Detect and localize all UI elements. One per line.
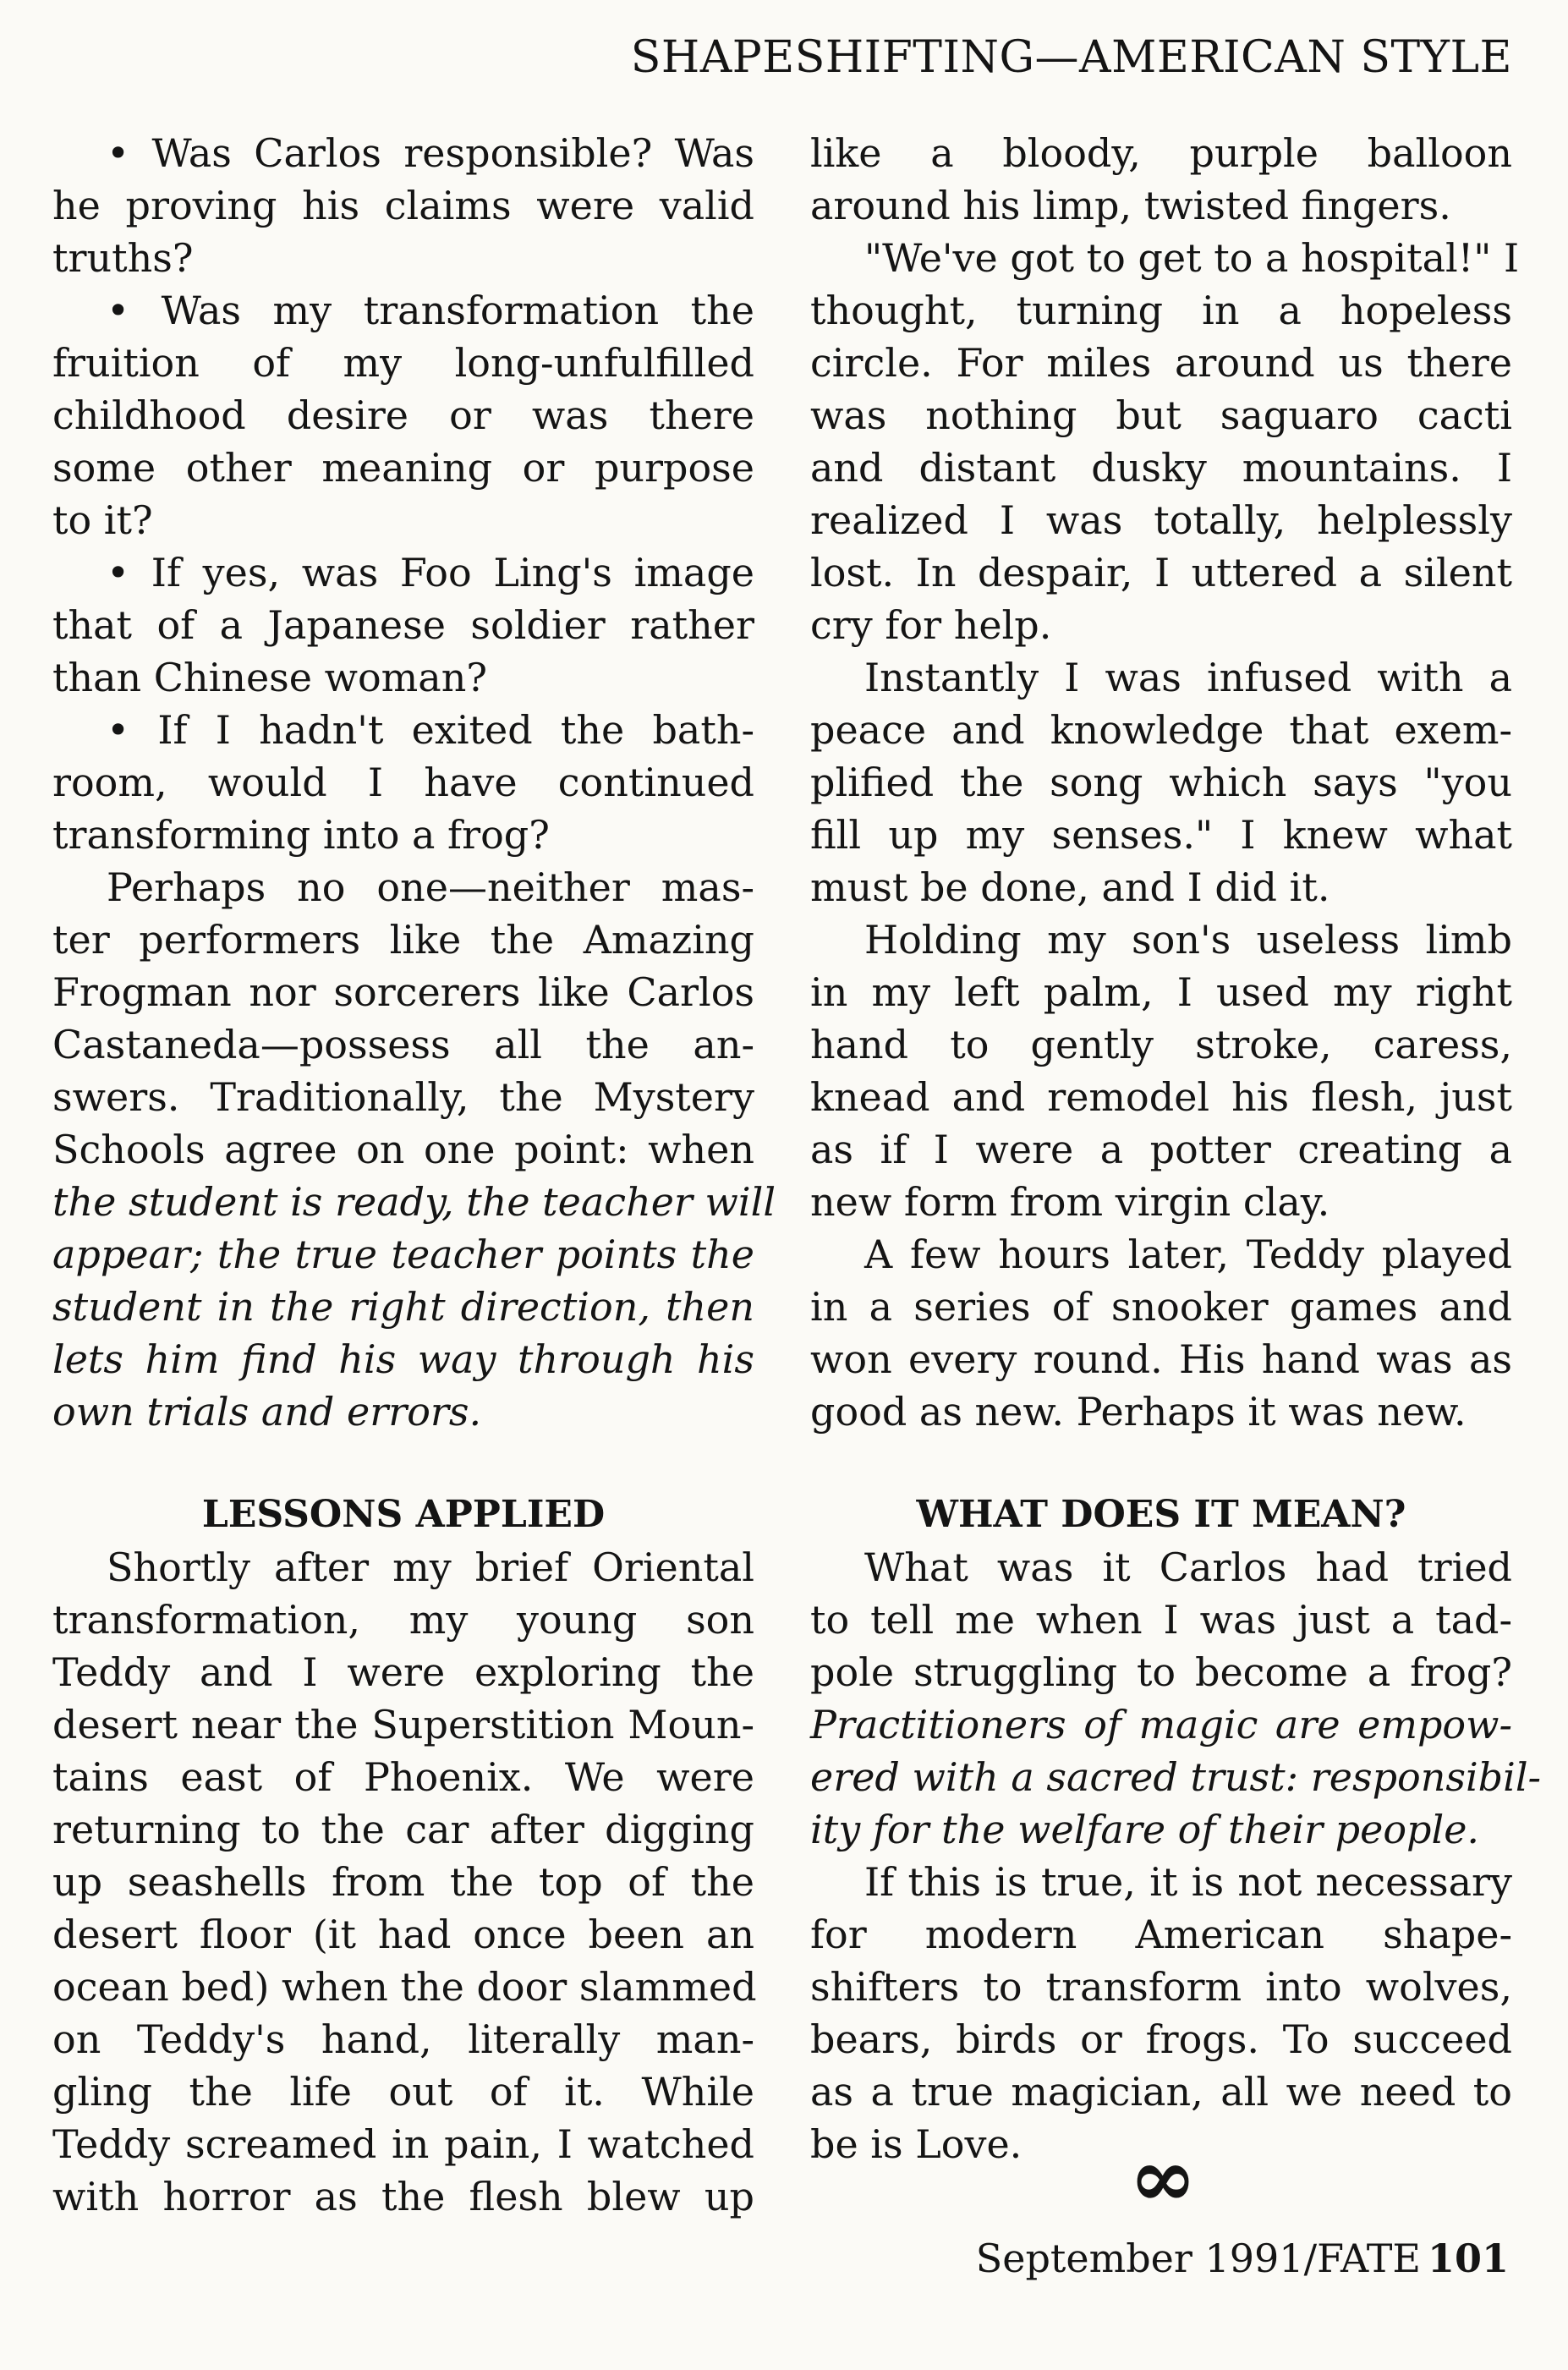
text-line: good as new. Perhaps it was new. bbox=[810, 1389, 1467, 1435]
text-line: • If I hadn't exited the bath- bbox=[107, 707, 754, 753]
text-line: transformation, my young son bbox=[52, 1597, 754, 1643]
section-spacer bbox=[52, 1438, 754, 1489]
text-line: A few hours later, Teddy played bbox=[864, 1232, 1512, 1277]
text-line: and distant dusky mountains. I bbox=[810, 445, 1512, 491]
text-line: student in the right direction, then bbox=[52, 1284, 754, 1330]
text-line: up seashells from the top of the bbox=[52, 1859, 754, 1905]
text-line: to it? bbox=[52, 497, 153, 543]
text-line: ocean bed) when the door slammed bbox=[52, 1964, 757, 2010]
running-head: SHAPESHIFTING—AMERICAN STYLE bbox=[630, 32, 1512, 83]
text-line: ter performers like the Amazing bbox=[52, 917, 754, 963]
text-line: Schools agree on one point: when bbox=[52, 1127, 754, 1172]
infinity-end-mark-icon: ∞ bbox=[1129, 2130, 1197, 2225]
text-line: cry for help. bbox=[810, 602, 1052, 648]
text-line: as a true magician, all we need to bbox=[810, 2069, 1512, 2115]
text-line: Holding my son's useless limb bbox=[864, 917, 1512, 963]
text-line: desert floor (it had once been an bbox=[52, 1912, 754, 1957]
text-line: "We've got to get to a hospital!" I bbox=[864, 235, 1520, 281]
text-line: transforming into a frog? bbox=[52, 812, 550, 858]
text-line: Frogman nor sorcerers like Carlos bbox=[52, 969, 754, 1015]
text-line: Practitioners of magic are empow- bbox=[810, 1702, 1512, 1747]
text-line: Instantly I was infused with a bbox=[864, 655, 1512, 700]
text-line: • If yes, was Foo Ling's image bbox=[107, 550, 754, 595]
text-line: for modern American shape- bbox=[810, 1912, 1512, 1957]
text-line: If this is true, it is not necessary bbox=[864, 1859, 1512, 1905]
text-line: fill up my senses." I knew what bbox=[810, 812, 1512, 858]
text-line: some other meaning or purpose bbox=[52, 445, 754, 491]
right-column bbox=[810, 127, 1542, 2170]
text-line: truths? bbox=[52, 235, 194, 281]
text-line: bears, birds or frogs. To succeed bbox=[810, 2016, 1512, 2062]
text-line: • Was Carlos responsible? Was bbox=[107, 130, 754, 176]
text-line: Castaneda—possess all the an- bbox=[52, 1022, 754, 1067]
text-line: appear; the true teacher points the bbox=[52, 1232, 754, 1277]
text-line: be is Love. bbox=[810, 2121, 1022, 2167]
text-line: than Chinese woman? bbox=[52, 655, 488, 700]
text-line: pole struggling to become a frog? bbox=[810, 1649, 1512, 1695]
text-line: like a bloody, purple balloon bbox=[810, 130, 1512, 176]
text-line: as if I were a potter creating a bbox=[810, 1127, 1512, 1172]
text-line: shifters to transform into wolves, bbox=[810, 1964, 1512, 2010]
text-line: on Teddy's hand, literally man- bbox=[52, 2016, 754, 2062]
text-line: peace and knowledge that exem- bbox=[810, 707, 1512, 753]
text-line: thought, turning in a hopeless bbox=[810, 288, 1512, 333]
text-line: with horror as the flesh blew up bbox=[52, 2174, 754, 2219]
text-line: that of a Japanese soldier rather bbox=[52, 602, 754, 648]
text-line: Teddy screamed in pain, I watched bbox=[52, 2121, 754, 2167]
text-line: returning to the car after digging bbox=[52, 1807, 754, 1852]
text-line: circle. For miles around us there bbox=[810, 340, 1512, 386]
text-line: own trials and errors. bbox=[52, 1389, 482, 1435]
section-heading: WHAT DOES IT MEAN? bbox=[916, 1493, 1406, 1536]
text-line: in my left palm, I used my right bbox=[810, 969, 1512, 1015]
text-line: new form from virgin clay. bbox=[810, 1179, 1330, 1225]
text-line: lets him find his way through his bbox=[52, 1336, 754, 1382]
text-line: around his limp, twisted fingers. bbox=[810, 183, 1451, 228]
text-line: was nothing but saguaro cacti bbox=[810, 392, 1512, 438]
text-line: knead and remodel his flesh, just bbox=[810, 1074, 1512, 1120]
text-line: fruition of my long-unfulfilled bbox=[52, 340, 754, 386]
text-line: tains east of Phoenix. We were bbox=[52, 1754, 754, 1800]
text-line: room, would I have continued bbox=[52, 760, 754, 805]
text-line: ered with a sacred trust: responsibil- bbox=[810, 1754, 1542, 1800]
text-line: he proving his claims were valid bbox=[52, 183, 754, 228]
section-spacer bbox=[810, 1438, 1512, 1489]
text-line: Teddy and I were exploring the bbox=[52, 1649, 754, 1695]
text-line: plified the song which says "you bbox=[810, 760, 1512, 805]
text-line: must be done, and I did it. bbox=[810, 864, 1330, 910]
text-line: childhood desire or was there bbox=[52, 392, 754, 438]
section-heading: LESSONS APPLIED bbox=[201, 1493, 606, 1536]
footer-issue: September 1991/FATE bbox=[975, 2236, 1421, 2281]
text-line: lost. In despair, I uttered a silent bbox=[810, 550, 1512, 595]
text-line: won every round. His hand was as bbox=[810, 1336, 1512, 1382]
text-line: • Was my transformation the bbox=[107, 288, 754, 333]
text-line: gling the life out of it. While bbox=[52, 2069, 754, 2115]
text-line: to tell me when I was just a tad- bbox=[810, 1597, 1512, 1643]
text-line: desert near the Superstition Moun- bbox=[52, 1702, 754, 1747]
left-column bbox=[52, 127, 776, 2223]
text-line: Perhaps no one—neither mas- bbox=[107, 864, 754, 910]
page-number: 101 bbox=[1427, 2236, 1509, 2281]
text-line: in a series of snooker games and bbox=[810, 1284, 1512, 1330]
text-line: ity for the welfare of their people. bbox=[810, 1807, 1480, 1852]
text-line: hand to gently stroke, caress, bbox=[810, 1022, 1512, 1067]
page-footer bbox=[976, 2233, 1509, 2284]
text-line: Shortly after my brief Oriental bbox=[107, 1544, 754, 1590]
text-line: What was it Carlos had tried bbox=[864, 1544, 1512, 1590]
text-line: realized I was totally, helplessly bbox=[810, 497, 1512, 543]
text-line: the student is ready, the teacher will bbox=[52, 1179, 776, 1225]
text-line: swers. Traditionally, the Mystery bbox=[52, 1074, 754, 1120]
